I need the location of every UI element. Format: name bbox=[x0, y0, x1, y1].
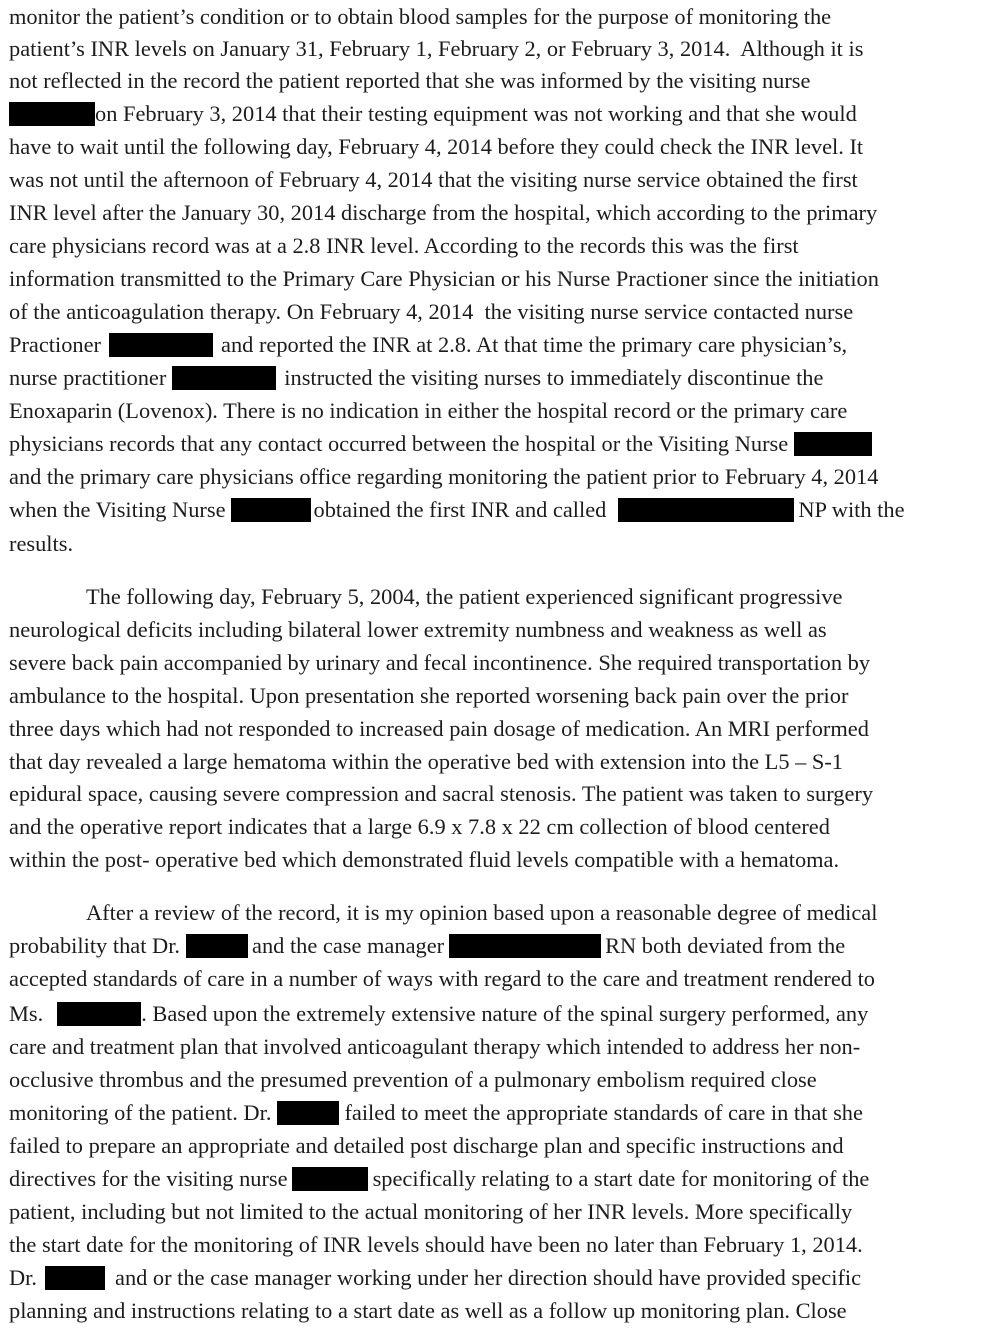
text-line bbox=[9, 493, 905, 526]
text-span: on February 3, 2014 that their testing equipment was not working and that she would bbox=[95, 101, 857, 126]
text-span: Ms. bbox=[9, 1001, 44, 1026]
text-line: The following day, February 5, 2004, the patient experienced significant progressive bbox=[86, 584, 843, 609]
redaction-bar bbox=[794, 432, 872, 456]
text-line bbox=[9, 97, 857, 130]
text-line: Enoxaparin (Lovenox). There is no indication in either the hospital record or the primary care bbox=[9, 398, 848, 423]
text-line: the start date for the monitoring of INR levels should have been no later than February 1, 2014. bbox=[9, 1232, 863, 1257]
redaction-bar bbox=[172, 366, 276, 390]
redaction-bar bbox=[186, 934, 248, 958]
text-line bbox=[9, 1162, 869, 1195]
text-span: Dr. bbox=[9, 1265, 37, 1290]
text-span: and reported the INR at 2.8. At that time the primary care physician’s, bbox=[221, 332, 848, 357]
redaction-bar bbox=[45, 1266, 105, 1290]
text-line: monitor the patient’s condition or to obtain blood samples for the purpose of monitoring the bbox=[9, 4, 832, 29]
text-span: and the case manager bbox=[252, 933, 445, 958]
text-line bbox=[9, 997, 868, 1030]
text-line: not reflected in the record the patient reported that she was informed by the visiting nurse bbox=[9, 68, 811, 93]
text-span: monitoring of the patient. Dr. bbox=[9, 1100, 272, 1125]
text-line: After a review of the record, it is my opinion based upon a reasonable degree of medical bbox=[86, 900, 878, 925]
text-line: patient’s INR levels on January 31, February 1, February 2, or February 3, 2014. Although it is bbox=[9, 36, 864, 61]
text-line: patient, including but not limited to the actual monitoring of her INR levels. More specifically bbox=[9, 1199, 853, 1224]
redaction-bar bbox=[231, 498, 311, 522]
text-line bbox=[9, 328, 847, 361]
text-span: obtained the first INR and called bbox=[313, 497, 607, 522]
text-line: failed to prepare an appropriate and detailed post discharge plan and specific instructions and bbox=[9, 1133, 844, 1158]
text-line: was not until the afternoon of February 4, 2014 that the visiting nurse service obtained the first bbox=[9, 167, 858, 192]
redaction-bar bbox=[618, 498, 794, 522]
text-span: failed to meet the appropriate standards of care in that she bbox=[344, 1100, 863, 1125]
text-line bbox=[9, 1261, 861, 1294]
text-line: care physicians record was at a 2.8 INR level. According to the records this was the first bbox=[9, 233, 799, 258]
text-line: information transmitted to the Primary Care Physician or his Nurse Practioner since the initiation bbox=[9, 266, 879, 291]
text-line: care and treatment plan that involved anticoagulant therapy which intended to address her non- bbox=[9, 1034, 861, 1059]
text-span: Practioner bbox=[9, 332, 102, 357]
text-line: occlusive thrombus and the presumed prevention of a pulmonary embolism required close bbox=[9, 1067, 817, 1092]
text-line bbox=[9, 427, 872, 460]
text-line: neurological deficits including bilateral lower extremity numbness and weakness as well as bbox=[9, 617, 827, 642]
redaction-bar bbox=[109, 333, 213, 357]
text-line: have to wait until the following day, February 4, 2014 before they could check the INR level. It bbox=[9, 134, 864, 159]
text-line: three days which had not responded to increased pain dosage of medication. An MRI performed bbox=[9, 716, 869, 741]
text-span: when the Visiting Nurse bbox=[9, 497, 226, 522]
text-line: ambulance to the hospital. Upon presentation she reported worsening back pain over the prior bbox=[9, 683, 849, 708]
text-line bbox=[9, 361, 823, 394]
text-line: that day revealed a large hematoma within the operative bed with extension into the L5 – S-1 bbox=[9, 749, 844, 774]
text-line: within the post- operative bed which demonstrated fluid levels compatible with a hematoma. bbox=[9, 847, 840, 872]
text-span: physicians records that any contact occurred between the hospital or the Visiting Nurse bbox=[9, 431, 789, 456]
text-line: INR level after the January 30, 2014 discharge from the hospital, which according to the primary bbox=[9, 200, 878, 225]
text-line: severe back pain accompanied by urinary and fecal incontinence. She required transportation by bbox=[9, 650, 871, 675]
text-line: and the primary care physicians office regarding monitoring the patient prior to February 4, 2014 bbox=[9, 464, 879, 489]
text-line: epidural space, causing severe compression and sacral stenosis. The patient was taken to surgery bbox=[9, 781, 874, 806]
text-span: RN both deviated from the bbox=[605, 933, 846, 958]
text-line: results. bbox=[9, 531, 74, 556]
text-line: and the operative report indicates that a large 6.9 x 7.8 x 22 cm collection of blood centered bbox=[9, 814, 830, 839]
text-span: nurse practitioner bbox=[9, 365, 167, 390]
redaction-bar bbox=[292, 1167, 368, 1191]
text-span: and or the case manager working under her direction should have provided specific bbox=[115, 1265, 862, 1290]
text-line bbox=[9, 1096, 863, 1129]
text-span: probability that Dr. bbox=[9, 933, 181, 958]
redaction-bar bbox=[277, 1101, 339, 1125]
text-line: of the anticoagulation therapy. On February 4, 2014 the visiting nurse service contacted nurse bbox=[9, 299, 854, 324]
text-line: accepted standards of care in a number of ways with regard to the care and treatment rendered to bbox=[9, 966, 875, 991]
text-line: planning and instructions relating to a start date as well as a follow up monitoring plan. Close bbox=[9, 1298, 847, 1323]
text-span: specifically relating to a start date for monitoring of the bbox=[372, 1166, 870, 1191]
redaction-bar bbox=[57, 1002, 141, 1026]
redaction-bar bbox=[9, 102, 95, 126]
redaction-bar bbox=[449, 934, 601, 958]
text-span: . Based upon the extremely extensive nature of the spinal surgery performed, any bbox=[141, 1001, 869, 1026]
text-span: NP with the bbox=[798, 497, 905, 522]
text-line bbox=[9, 929, 845, 962]
text-span: instructed the visiting nurses to immediately discontinue the bbox=[284, 365, 824, 390]
text-span: directives for the visiting nurse bbox=[9, 1166, 288, 1191]
